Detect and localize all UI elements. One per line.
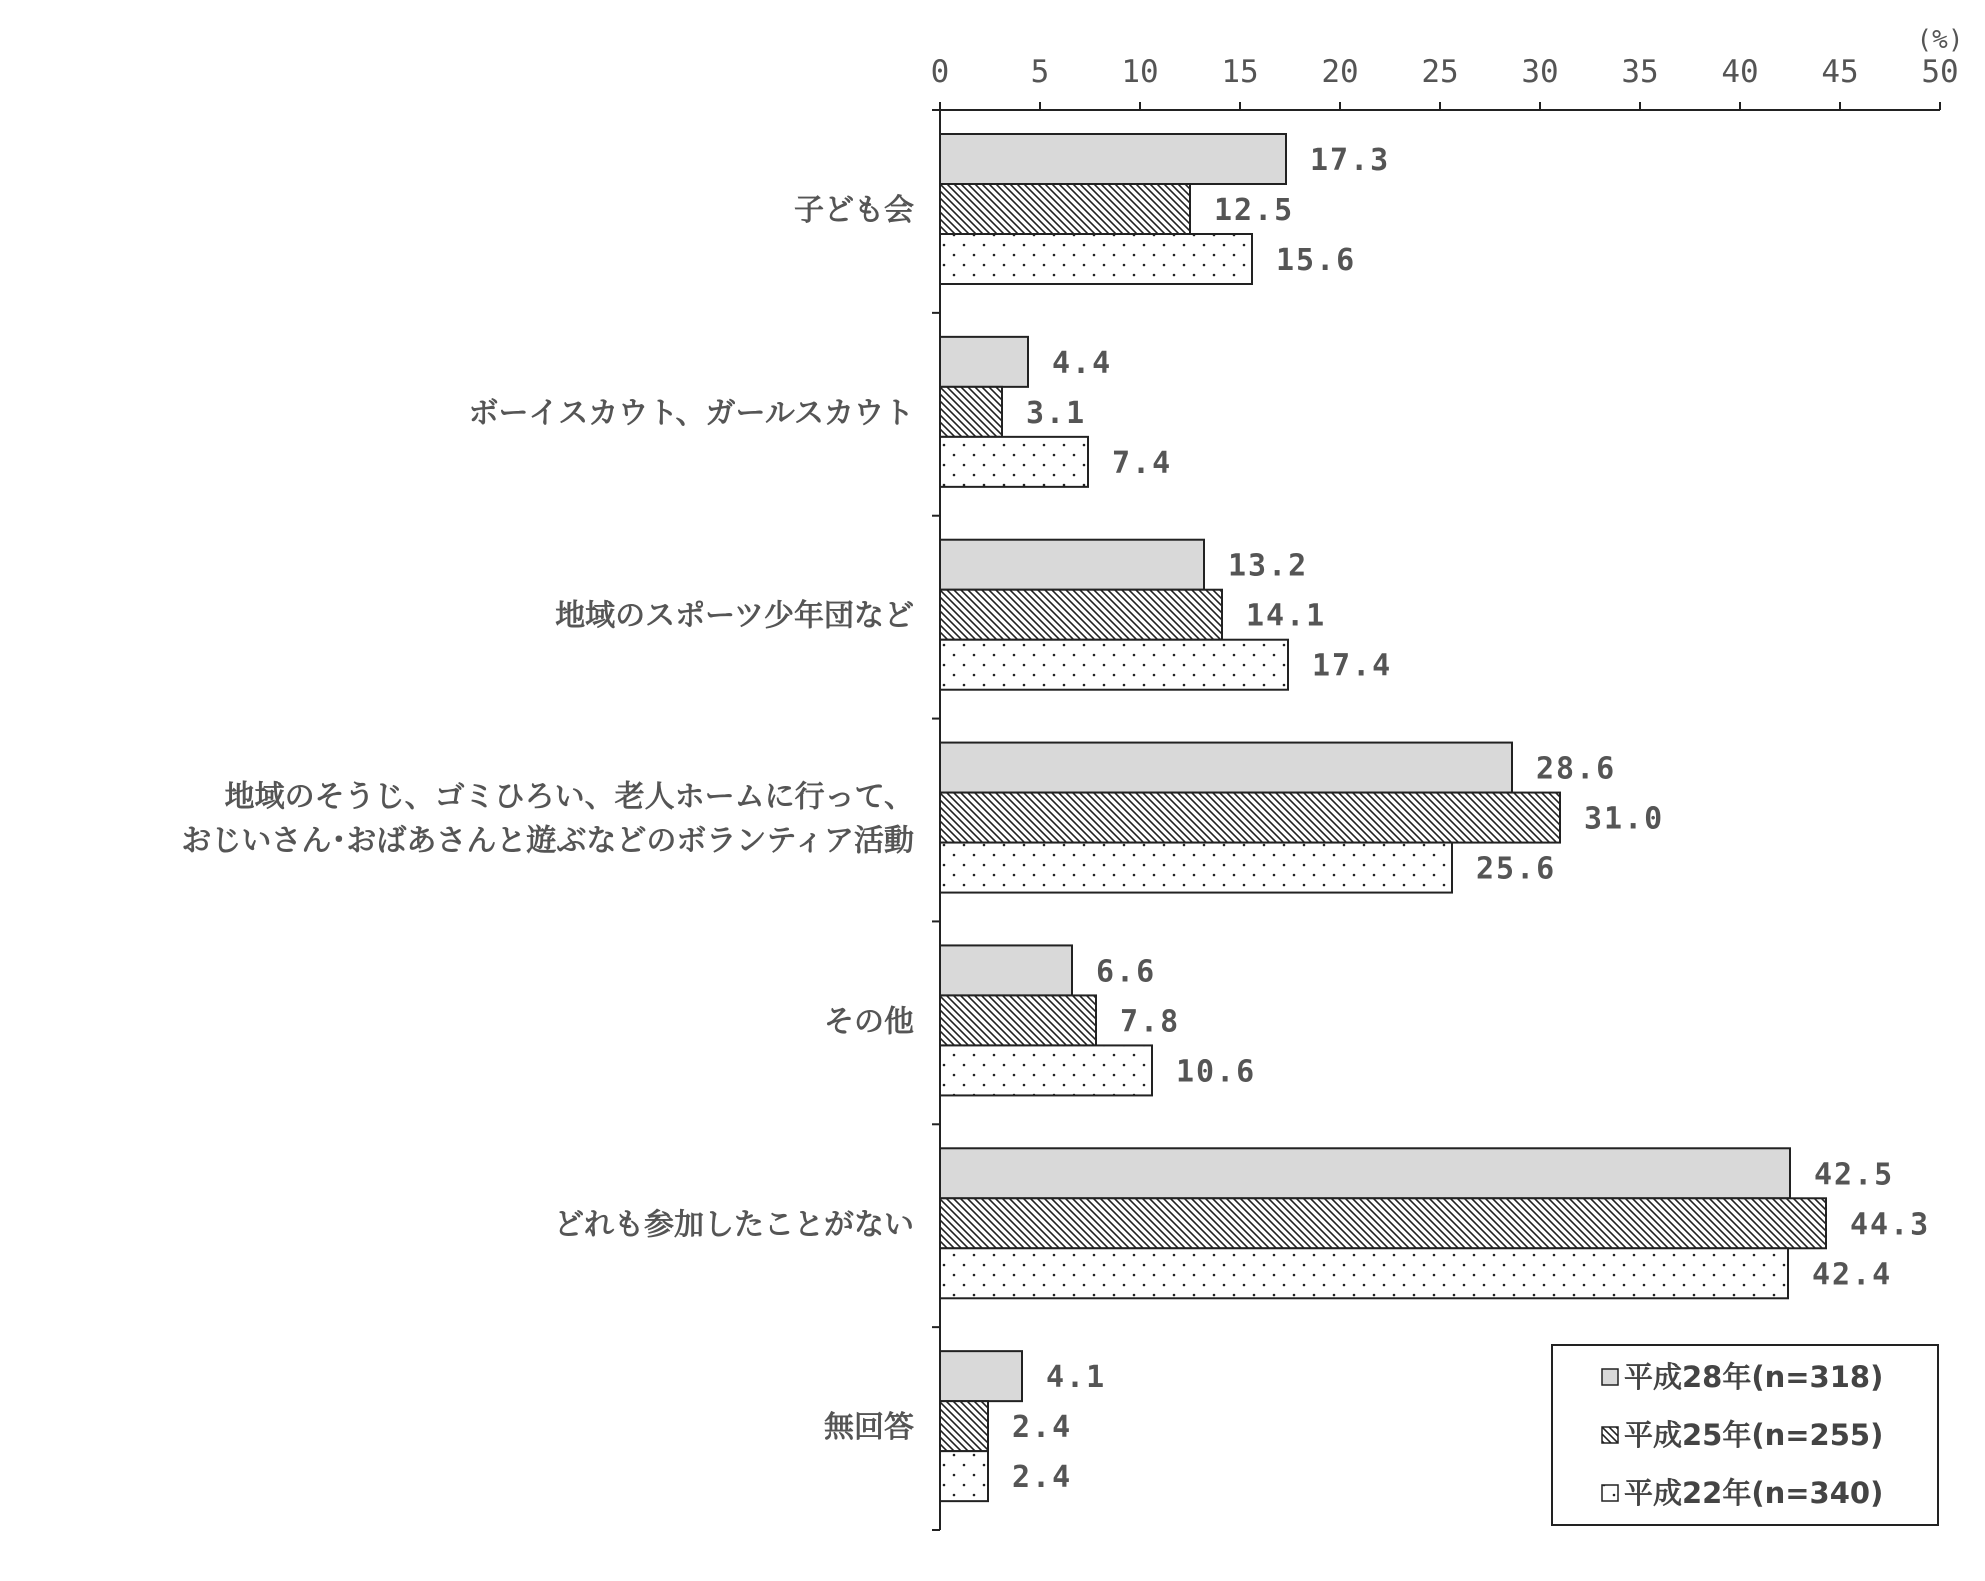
- category-labels: [181, 193, 914, 1445]
- value-label: 12.5: [1214, 193, 1295, 228]
- value-label: 42.4: [1812, 1257, 1893, 1293]
- legend-swatch: [1602, 1427, 1618, 1443]
- value-label: 7.8: [1120, 1004, 1181, 1040]
- x-tick-label: 20: [1321, 54, 1359, 90]
- bar: [940, 337, 1028, 387]
- category-label: 無回答: [824, 1410, 914, 1446]
- value-label: 17.4: [1312, 648, 1393, 684]
- x-tick-label: 0: [930, 54, 950, 90]
- bar: [940, 1401, 988, 1451]
- x-tick-label: 25: [1421, 54, 1459, 90]
- value-label: 6.6: [1096, 954, 1157, 990]
- bar: [940, 843, 1452, 893]
- value-label: 14.1: [1246, 598, 1327, 634]
- legend: [1552, 1345, 1938, 1525]
- category-label: 子ども会: [794, 193, 914, 228]
- legend-swatch: [1602, 1369, 1618, 1385]
- unit-label: (%): [1916, 25, 1964, 55]
- value-label: 7.4: [1112, 445, 1173, 481]
- category-label: おじいさん･おばあさんと遊ぶなどのボランティア活動: [181, 823, 914, 859]
- value-label: 4.4: [1052, 345, 1113, 381]
- category-label: どれも参加したことがない: [554, 1207, 914, 1243]
- category-label: その他: [824, 1004, 914, 1040]
- bar: [940, 387, 1002, 437]
- value-label: 42.5: [1814, 1157, 1895, 1193]
- x-tick-label: 45: [1821, 54, 1859, 90]
- legend-label: 平成22年(n=340): [1624, 1476, 1884, 1510]
- value-label: 28.6: [1536, 751, 1617, 787]
- value-label: 25.6: [1476, 851, 1557, 887]
- bar: [940, 134, 1286, 184]
- bar: [940, 743, 1512, 793]
- x-tick-label: 5: [1030, 54, 1050, 90]
- bar: [940, 234, 1252, 284]
- value-label: 31.0: [1584, 801, 1665, 837]
- x-tick-label: 10: [1121, 54, 1159, 90]
- value-label: 4.1: [1046, 1360, 1107, 1396]
- bar: [940, 590, 1222, 640]
- value-label: 44.3: [1850, 1207, 1931, 1243]
- legend-label: 平成25年(n=255): [1624, 1418, 1884, 1452]
- category-label: 地域のそうじ、ゴミひろい、老人ホームに行って、: [224, 779, 914, 815]
- value-label: 3.1: [1026, 395, 1087, 431]
- bar: [940, 793, 1560, 843]
- value-label: 13.2: [1228, 548, 1309, 584]
- value-label: 10.6: [1176, 1054, 1257, 1090]
- bar: [940, 184, 1190, 234]
- bar: [940, 1148, 1790, 1198]
- bar: [940, 1248, 1788, 1298]
- category-label: 地域のスポーツ少年団など: [555, 598, 914, 634]
- x-tick-label: 30: [1521, 54, 1559, 90]
- bar: [940, 437, 1088, 487]
- bar: [940, 1451, 988, 1501]
- value-label: 2.4: [1012, 1410, 1073, 1446]
- bar: [940, 640, 1288, 690]
- value-label: 17.3: [1310, 143, 1391, 178]
- x-tick-label: 40: [1721, 54, 1759, 90]
- legend-swatch: [1602, 1485, 1618, 1501]
- bars: [940, 134, 1826, 1501]
- bar: [940, 1198, 1826, 1248]
- value-label: 2.4: [1012, 1460, 1073, 1496]
- bar: [940, 540, 1204, 590]
- x-tick-label: 50: [1921, 54, 1959, 90]
- value-label: 15.6: [1276, 243, 1357, 278]
- bar: [940, 1045, 1152, 1095]
- x-tick-label: 15: [1221, 54, 1259, 90]
- category-label: ボーイスカウト、ガールスカウト: [468, 395, 914, 431]
- bar: [940, 995, 1096, 1045]
- legend-label: 平成28年(n=318): [1624, 1360, 1884, 1394]
- x-tick-label: 35: [1621, 54, 1659, 90]
- bar: [940, 1351, 1022, 1401]
- bar: [940, 945, 1072, 995]
